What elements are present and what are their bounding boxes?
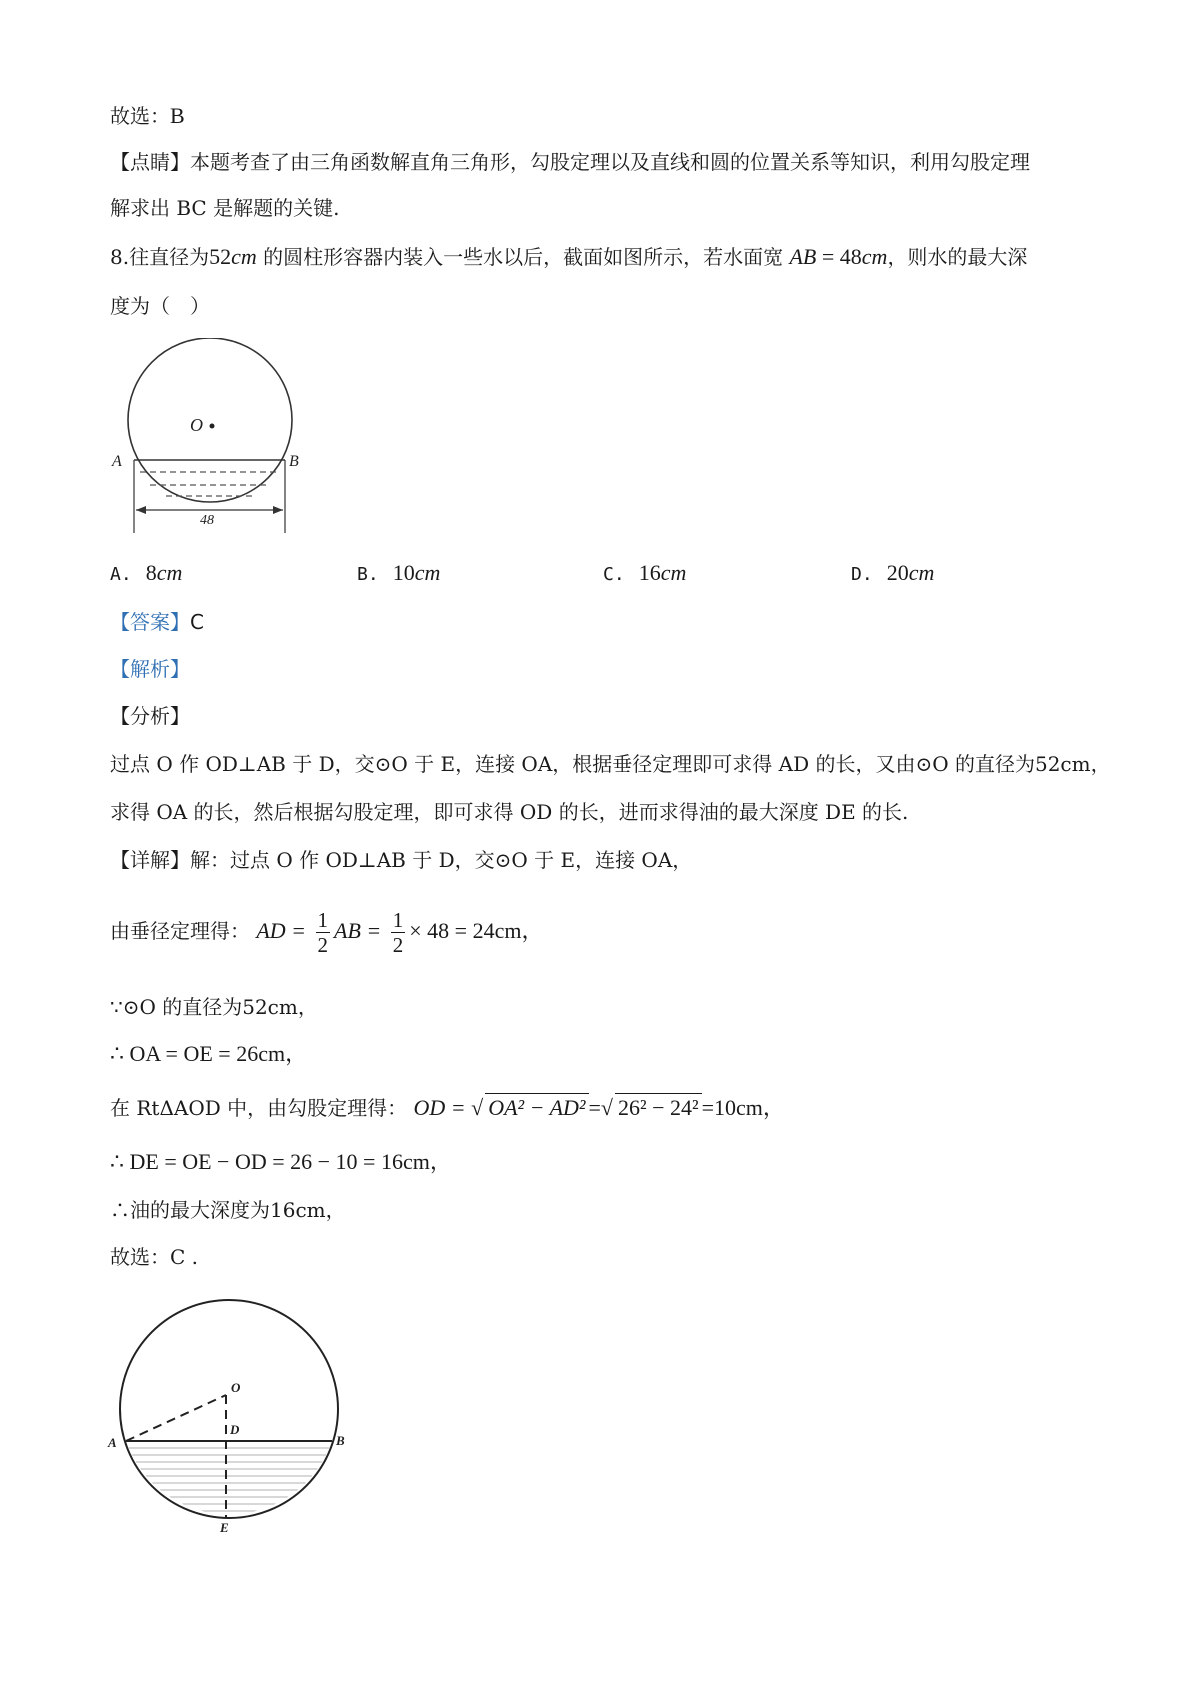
answer-line — [110, 608, 204, 636]
figure1-label-b: B — [289, 453, 299, 470]
option-a-letter: A. — [110, 564, 132, 585]
option-c-value: 16 — [638, 560, 661, 585]
figure2-segment-oa — [126, 1395, 226, 1441]
analysis-tag: 【解析】 — [110, 657, 190, 681]
detail-step-5 — [110, 1148, 452, 1176]
figure2-label-e: E — [220, 1520, 229, 1535]
option-c-letter: C. — [603, 564, 625, 585]
prev-answer-label: 故选： — [110, 104, 170, 128]
detail-step4-sqrt2: 26² − 24² — [615, 1093, 702, 1122]
figure1-circle — [128, 338, 292, 502]
figure1-label-o: O — [190, 415, 203, 435]
option-b-value: 10 — [392, 560, 415, 585]
option-d-unit: cm — [908, 560, 935, 585]
figure1-center-dot — [210, 424, 215, 429]
fenxi-text-2: 求得 OA 的长，然后根据勾股定理，即可求得 OD 的长，进而求得油的最大深度 DE 的长. — [110, 800, 909, 824]
figure2-label-a: A — [108, 1435, 117, 1450]
detail-step6-text: ∴油的最大深度为16cm， — [110, 1198, 346, 1222]
figure1-arrow-left — [136, 506, 146, 514]
comment-line-1 — [110, 148, 1030, 176]
question-part2: 的圆柱形容器内装入一些水以后，截面如图所示，若水面宽 — [256, 245, 790, 269]
question-diameter: 52 — [209, 244, 232, 269]
fenxi-line-1 — [110, 750, 1111, 778]
detail-step7-text: 故选：C . — [110, 1245, 199, 1269]
fenxi-line-2 — [110, 798, 908, 826]
equals-sign: = — [588, 1095, 601, 1120]
figure2-water-hatch — [120, 1448, 340, 1511]
figure2-label-b: B — [336, 1433, 345, 1448]
question-figure — [100, 338, 320, 538]
option-a-unit: cm — [156, 560, 183, 585]
question-line-1 — [110, 243, 1027, 271]
figure1-arrow-right — [273, 506, 283, 514]
option-c — [603, 560, 686, 586]
fraction-2-num: 1 — [392, 908, 404, 932]
detail-step1-rhs: × 48 = 24cm， — [409, 918, 544, 943]
answer-value: C — [190, 610, 204, 634]
fraction-half-1 — [316, 908, 331, 957]
detail-step-4 — [110, 1093, 785, 1122]
detail-step2-text: ∵⊙O 的直径为52cm， — [110, 995, 318, 1019]
option-a — [110, 560, 182, 586]
detail-text-1: 解：过点 O 作 OD⊥AB 于 D，交⊙O 于 E，连接 OA， — [190, 848, 693, 872]
detail-step4-rhs: =10cm， — [701, 1095, 785, 1120]
comment-tag: 【点睛】 — [110, 150, 190, 174]
detail-step-2 — [110, 993, 318, 1021]
question-ab: AB — [789, 244, 817, 269]
question-width: 48 — [839, 244, 862, 269]
detail-step5-text: ∴ DE = OE − OD = 26 − 10 = 16cm， — [110, 1149, 452, 1174]
prev-answer-line — [110, 102, 185, 130]
option-b-unit: cm — [414, 560, 441, 585]
fenxi-tag: 【分析】 — [110, 704, 190, 728]
fraction-2-den: 2 — [392, 933, 404, 957]
question-width-unit: cm — [861, 244, 888, 269]
fraction-1-den: 2 — [317, 933, 329, 957]
detail-step4-lhs: OD = — [413, 1095, 472, 1120]
detail-step4-sqrt1: OA² − AD² — [485, 1093, 588, 1122]
option-a-value: 8 — [145, 560, 157, 585]
fraction-1-num: 1 — [317, 908, 329, 932]
answer-tag: 【答案】 — [110, 610, 190, 634]
option-b-letter: B. — [357, 564, 379, 585]
detail-step1-lhs: AD = — [256, 918, 312, 943]
question-unit: cm — [231, 244, 257, 269]
detail-line-1 — [110, 846, 692, 874]
question-text-2: 度为（ ） — [110, 294, 210, 318]
detail-step1-mid: AB = — [334, 918, 387, 943]
option-d-value: 20 — [886, 560, 909, 585]
figure1-width-label: 48 — [200, 513, 214, 528]
option-d-letter: D. — [851, 564, 873, 585]
figure2-label-d: D — [230, 1422, 240, 1437]
detail-step-1 — [110, 905, 543, 957]
question-line-2 — [110, 292, 210, 320]
option-d — [851, 560, 934, 586]
analysis-line — [110, 655, 190, 683]
detail-step4-prefix: 在 RtΔAOD 中，由勾股定理得： — [110, 1096, 408, 1120]
question-eq: = — [816, 244, 840, 269]
solution-figure — [100, 1298, 360, 1548]
fraction-half-2 — [391, 908, 406, 957]
detail-step-6 — [110, 1196, 346, 1224]
sqrt-sign-1: √ — [471, 1095, 484, 1120]
sqrt-sign-2: √ — [600, 1095, 613, 1120]
detail-tag: 【详解】 — [110, 848, 190, 872]
detail-step3-text: ∴ OA = OE = 26cm， — [110, 1041, 308, 1066]
comment-line-2 — [110, 194, 339, 222]
comment-text-1: 本题考查了由三角函数解直角三角形，勾股定理以及直线和圆的位置关系等知识，利用勾股定理 — [190, 150, 1030, 174]
detail-step-3 — [110, 1040, 307, 1068]
prev-answer-value: B — [170, 103, 185, 128]
option-b — [357, 560, 440, 586]
comment-text-2: 解求出 BC 是解题的关键. — [110, 196, 340, 220]
detail-step-7 — [110, 1243, 198, 1271]
fenxi-tag-line — [110, 702, 190, 730]
figure2-circle — [120, 1300, 338, 1518]
question-part1: 往直径为 — [129, 245, 210, 269]
figure1-label-a: A — [112, 453, 122, 470]
figure2-label-o: O — [231, 1380, 241, 1395]
option-c-unit: cm — [660, 560, 687, 585]
question-part3: ，则水的最大深 — [887, 245, 1028, 269]
fenxi-text-1: 过点 O 作 OD⊥AB 于 D，交⊙O 于 E，连接 OA，根据垂径定理即可求得 AD 的长，又由⊙O 的直径为52cm， — [110, 752, 1111, 776]
detail-step1-prefix: 由垂径定理得： — [110, 919, 250, 943]
question-number: 8. — [110, 245, 130, 269]
